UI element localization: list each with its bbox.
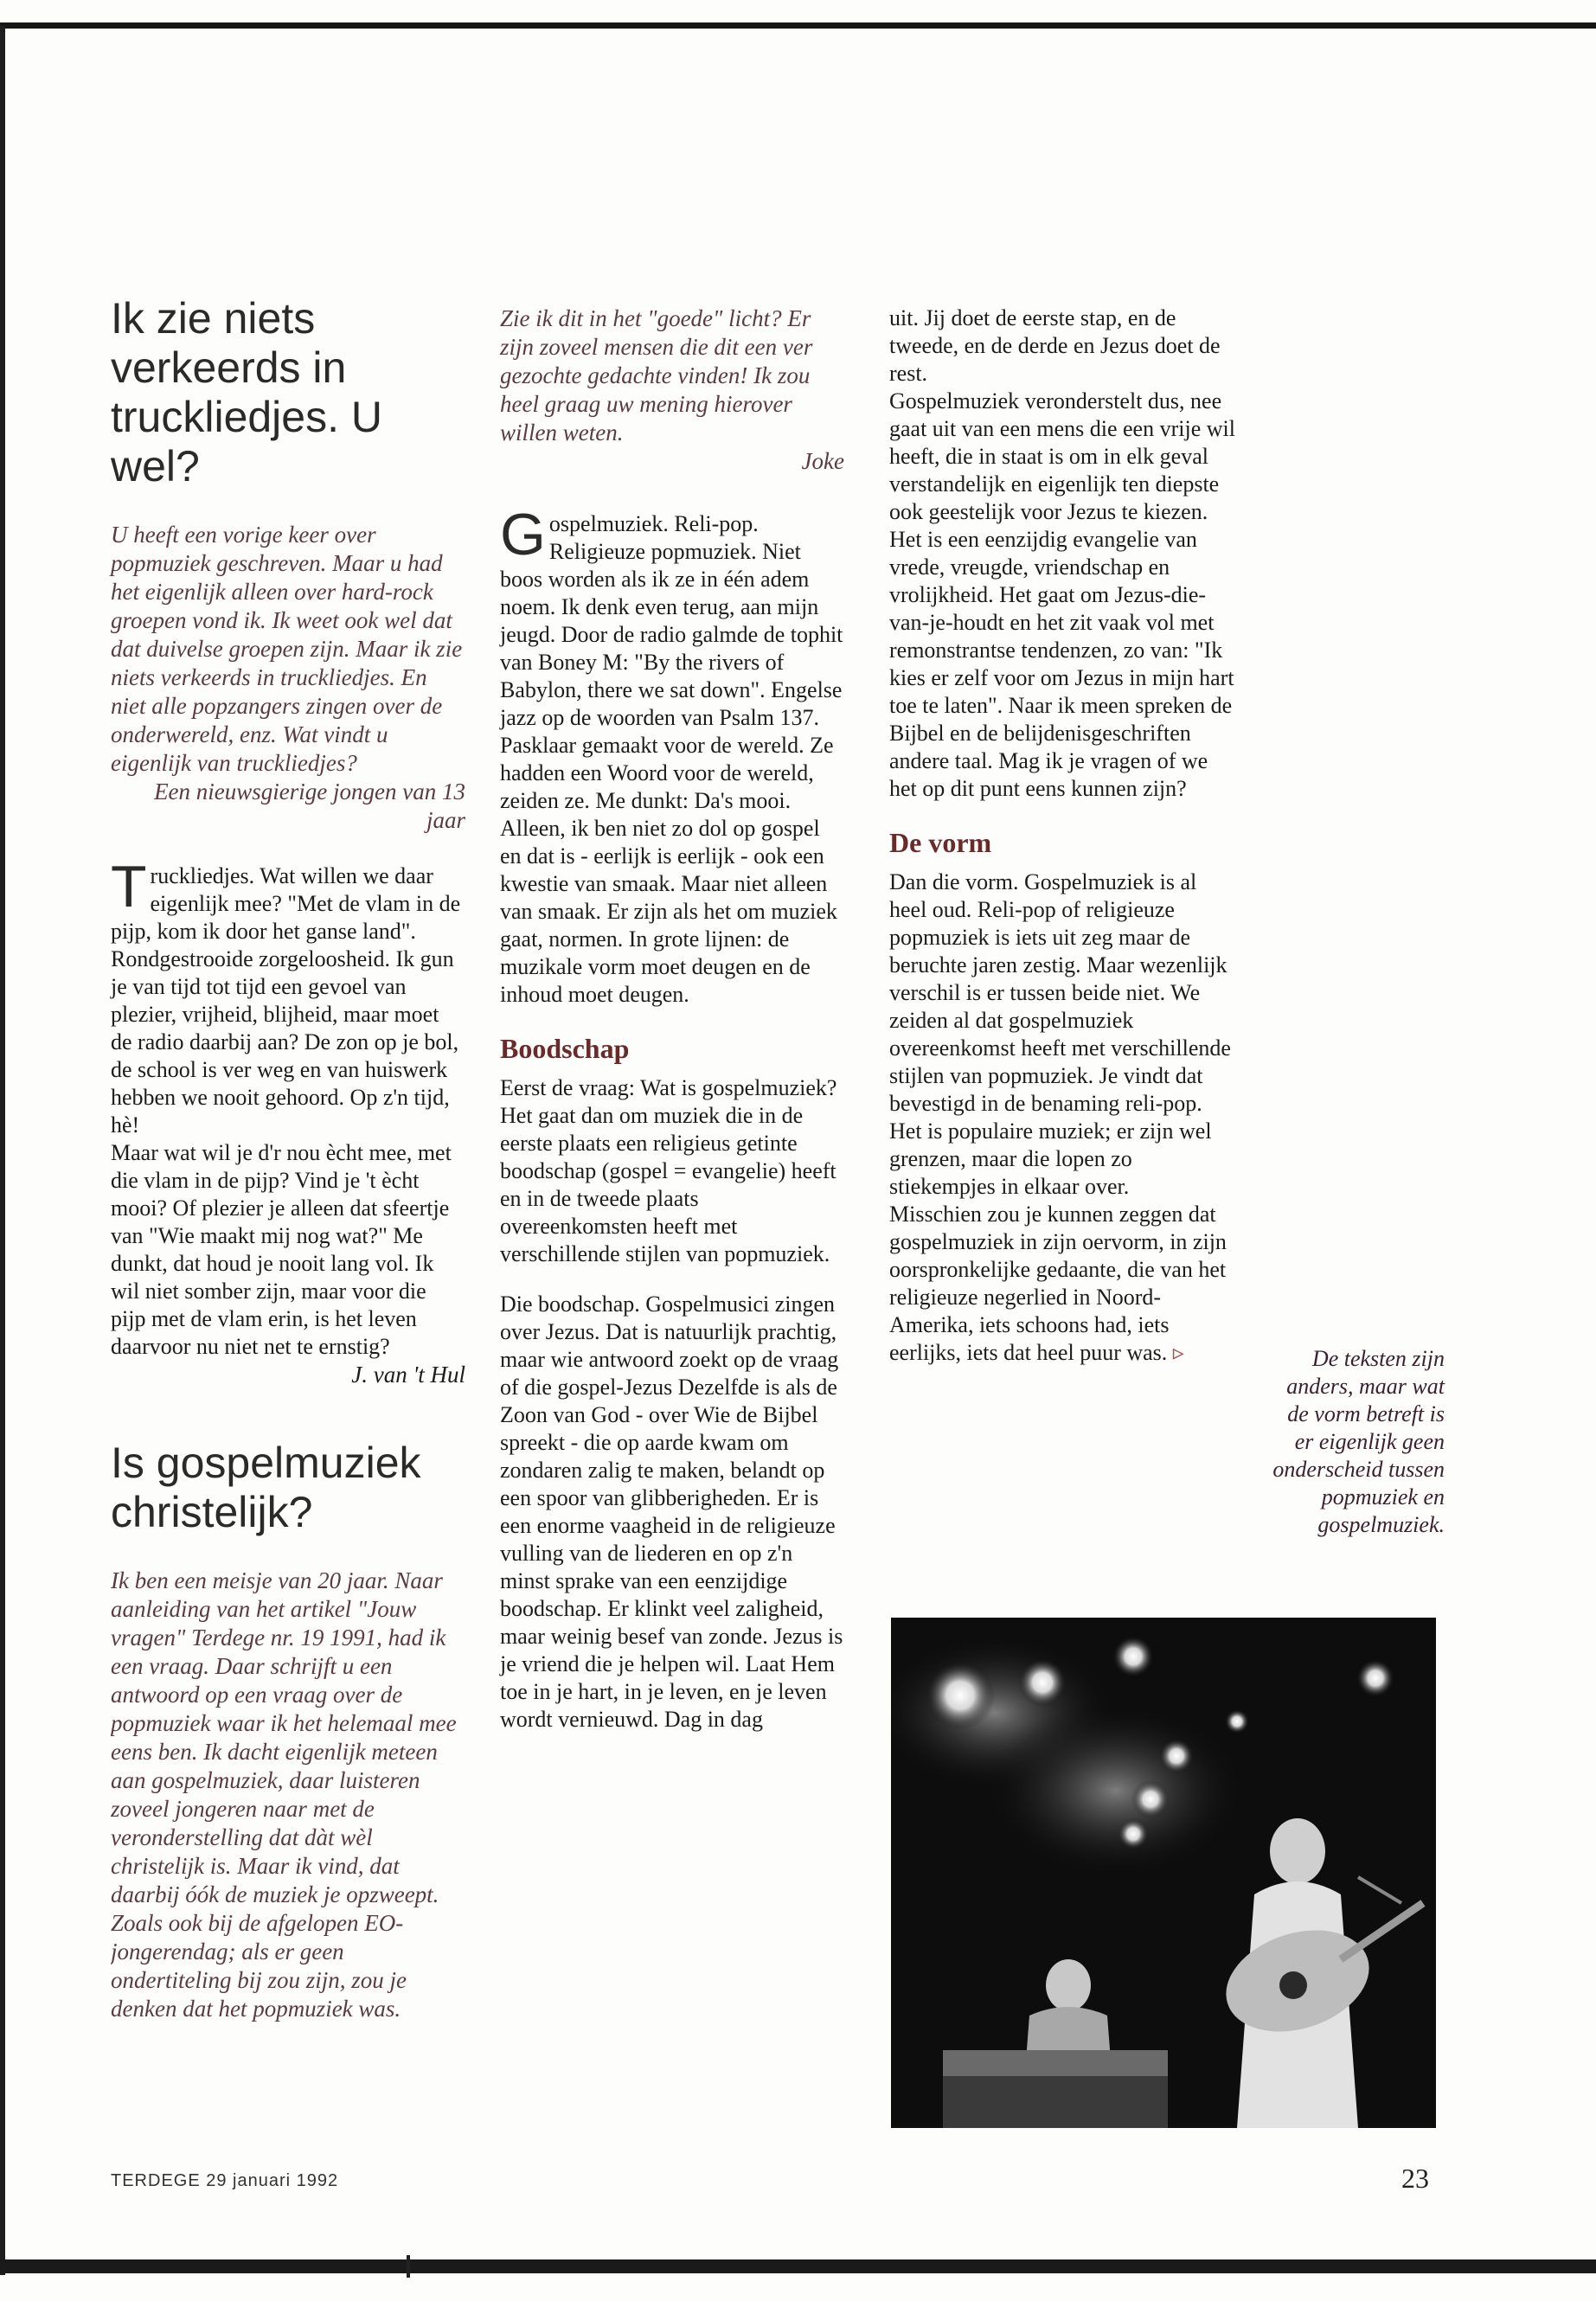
article1-signature: J. van 't Hul — [351, 1362, 465, 1388]
article1-title: Ik zie niets verkeerds in truckliedjes. U wel? — [111, 294, 382, 490]
article1-letter — [111, 521, 465, 835]
article1-reply-p1 — [111, 854, 465, 1139]
article2-letter-part2 — [500, 304, 844, 476]
article2-reply-cont — [889, 304, 1235, 1367]
boodschap-p2: Die boodschap. Gospelmusici zingen over Jezus. Dat is natuurlijk prachtig, maar wie antwoord zoekt op de vraag of die gospel-Jezus Dezelfde is als de Zoon van God - over Wie de Bijbel spreekt - die op aarde kwam om zondaren zalig te maken, belandt op een spoor van glibberigheden. Er is een enorme vaagheid in de religieuze vulling van de liederen en op z'n minst sprake van een eenzijdige boodschap. Er klinkt veel zaligheid, maar weinig besef van zonde. Jezus is je vriend die je helpen wil. Laat Hem toe in je hart, in je leven, en je leven wordt vernieuwd. Dag in dag — [500, 1292, 843, 1732]
article2-drop-cap: G — [500, 502, 546, 567]
article1-reply — [111, 854, 465, 1388]
boodschap-p1: Eerst de vraag: Wat is gospelmuziek? Het gaat dan om muziek die in de eerste plaats een religieus getinte boodschap (gospel = evangelie) heeft en in de tweede plaats overeenkomsten heeft met verschillende stijlen van popmuziek. — [500, 1075, 837, 1266]
page-number: 23 — [1401, 2163, 1429, 2194]
article2-reply-p1-text: ospelmuziek. Reli-pop. Religieuze popmuziek. Niet boos worden als ik ze in één adem noem. Ik denk even terug, aan mijn jeugd. Door de radio galmde de tophit van Boney M: "By the rivers of Babylon, there we sat down". Engelse jazz op de woorden van Psalm 137. Pasklaar gemaakt voor de wereld. Ze hadden een Woord voor de wereld, zeiden ze. Me dunkt: Da's mooi. Alleen, ik ben niet zo dol op gospel en dat is - eerlijk is eerlijk - ook een kwestie van smaak. Maar niet alleen van smaak. Er zijn als het om muziek gaat, normen. In grote lijnen: de muzikale vorm moet deugen en de inhoud moet deugen. — [500, 511, 843, 1007]
article2-letter-p1: Ik ben een meisje van 20 jaar. Naar aanleiding van het artikel "Jouw vragen" Terdege nr. 19 1991, had ik een vraag. Daar schrijft u een antwoord op een vraag over de popmuziek waar ik het helemaal mee eens ben. Ik dacht eigenlijk meteen aan gospelmuziek, daar luisteren zoveel jongeren naar met de veronderstelling dat dàt wèl christelijk is. Maar ik vind, dat daarbij óók de muziek je opzweept. Zoals ook bij de afgelopen EO-jongerendag; als er geen ondertiteling bij zou zijn, zou je denken dat het popmuziek was. — [111, 1567, 457, 2022]
article2-letter-p2: Zie ik dit in het "goede" licht? Er zijn zoveel mensen die dit een ver gezochte gedachte vinden! Ik zou heel graag uw mening hierover willen weten. — [500, 305, 813, 445]
spotlight — [1131, 1780, 1170, 1818]
stage-haze — [986, 1704, 1246, 1877]
top-border-rule — [0, 22, 1596, 29]
subhead-de-vorm: De vorm — [889, 827, 992, 858]
article1-drop-cap: T — [111, 854, 147, 920]
spacer — [111, 1388, 465, 1439]
subhead-boodschap: Boodschap — [500, 1033, 630, 1064]
article1-reply-p1-text: ruckliedjes. Wat willen we daar eigenlijk mee? "Met de vlam in de pijp, kom ik door het ganse land". Rondgestrooide zorgeloosheid. Ik gun je van tijd tot tijd een gevoel van plezier, vrijheid, blijheid, maar moet de radio daarbij aan? De zon op je bol, de school is ver weg en van huiswerk hebben we nooit gehoord. Op z'n tijd, hè! — [111, 863, 461, 1138]
article2-reply — [500, 502, 844, 1734]
column-3 — [889, 304, 1235, 1367]
spotlight — [1225, 1709, 1249, 1734]
spotlight — [1159, 1739, 1194, 1773]
article1-letter-signature: Een nieuwsgierige jongen van 13 jaar — [154, 779, 465, 833]
article2-letter-part1 — [111, 1567, 465, 2250]
article2-letter-signature: Joke — [801, 448, 844, 474]
bottom-border-notch — [407, 2255, 410, 2278]
column-2 — [500, 304, 844, 1734]
spotlight — [1356, 1659, 1394, 1697]
article2-reply-p1 — [500, 502, 844, 1009]
column-1 — [111, 294, 465, 2250]
spotlight — [1018, 1658, 1067, 1707]
vorm-p2-text: Misschien zou je kunnen zeggen dat gospelmuziek in zijn oervorm, in zijn oorspronkelijke gedaante, die van het religieuze negerlied in Noord-Amerika, iets schoons had, iets eerlijks, iets dat heel puur was. — [889, 1202, 1227, 1365]
concert-photo — [891, 1618, 1436, 2128]
spacer — [500, 1268, 844, 1291]
article1-reply-p2: Maar wat wil je d'r nou ècht mee, met die vlam in de pijp? Vind je 't ècht mooi? Of plezier je alleen dat sfeertje van "Wie maakt mij nog wat?" Me dunkt, dat houd je nooit lang vol. Ik wil niet somber zijn, maar voor die pijp met de vlam erin, is het leven daarvoor nu niet net te ernstig? — [111, 1140, 452, 1359]
vorm-p1: Dan die vorm. Gospelmuziek is al heel oud. Reli-pop of religieuze popmuziek is iets uit zeg maar de beruchte jaren zestig. Maar wezenlijk verschil is er tussen beide niet. We zeiden al dat gospelmuziek overeenkomst heeft met verschillende stijlen van popmuziek. Je vindt dat bevestigd in de benaming reli-pop. Het is populaire muziek; er zijn wel grenzen, maar die lopen zo stiekempjes in elkaar over. — [889, 869, 1231, 1199]
spotlight — [1112, 1636, 1154, 1677]
vorm-p2 — [889, 1201, 1235, 1367]
boodschap-p3: uit. Jij doet de eerste stap, en de tweede, en de derde en Jezus doet de rest. — [889, 305, 1221, 386]
bottom-border-rule — [0, 2259, 1596, 2273]
boodschap-p4: Gospelmuziek veronderstelt dus, nee gaat uit van een mens die een vrije wil heeft, die in staat is om in elk geval verstandelijk en eigenlijk ten diepste ook geestelijk voor Jezus te kiezen. Het is een eenzijdig evangelie van vrede, vreugde, vriendschap en vrolijkheid. Het gaat om Jezus-die-van-je-houdt en het zit vaak vol met remonstrantse tendenzen, zo van: "Ik kies er zelf voor om Jezus in mijn hart toe te laten". Naar ik meen spreken de Bijbel en de belijdenisgeschriften andere taal. Mag ik je vragen of we het op dit punt eens kunnen zijn? — [889, 388, 1235, 801]
pull-quote: De teksten zijn anders, maar wat de vorm betreft is er eigenlijk geen onderscheid tussen popmuziek en gospelmuziek. — [1272, 1346, 1445, 1537]
footer-publication: TERDEGE 29 januari 1992 — [111, 2171, 339, 2190]
spacer — [111, 835, 465, 862]
left-border-rule — [0, 26, 5, 2275]
article2-title: Is gospelmuziek christelijk? — [111, 1439, 421, 1536]
article1-letter-text: U heeft een vorige keer over popmuziek geschreven. Maar u had het eigenlijk alleen over hard-rock groepen vond ik. Ik weet ook wel dat dat duivelse groepen zijn. Maar ik zie niets verkeerds in truckliedjes. En niet alle popzangers zingen over de onderwereld, enz. Wat vindt u eigenlijk van truckliedjes? — [111, 522, 463, 776]
spotlight — [926, 1661, 995, 1730]
continue-arrow-icon: ▹ — [1172, 1340, 1184, 1365]
spacer — [500, 476, 844, 510]
spotlight — [1118, 1818, 1149, 1849]
